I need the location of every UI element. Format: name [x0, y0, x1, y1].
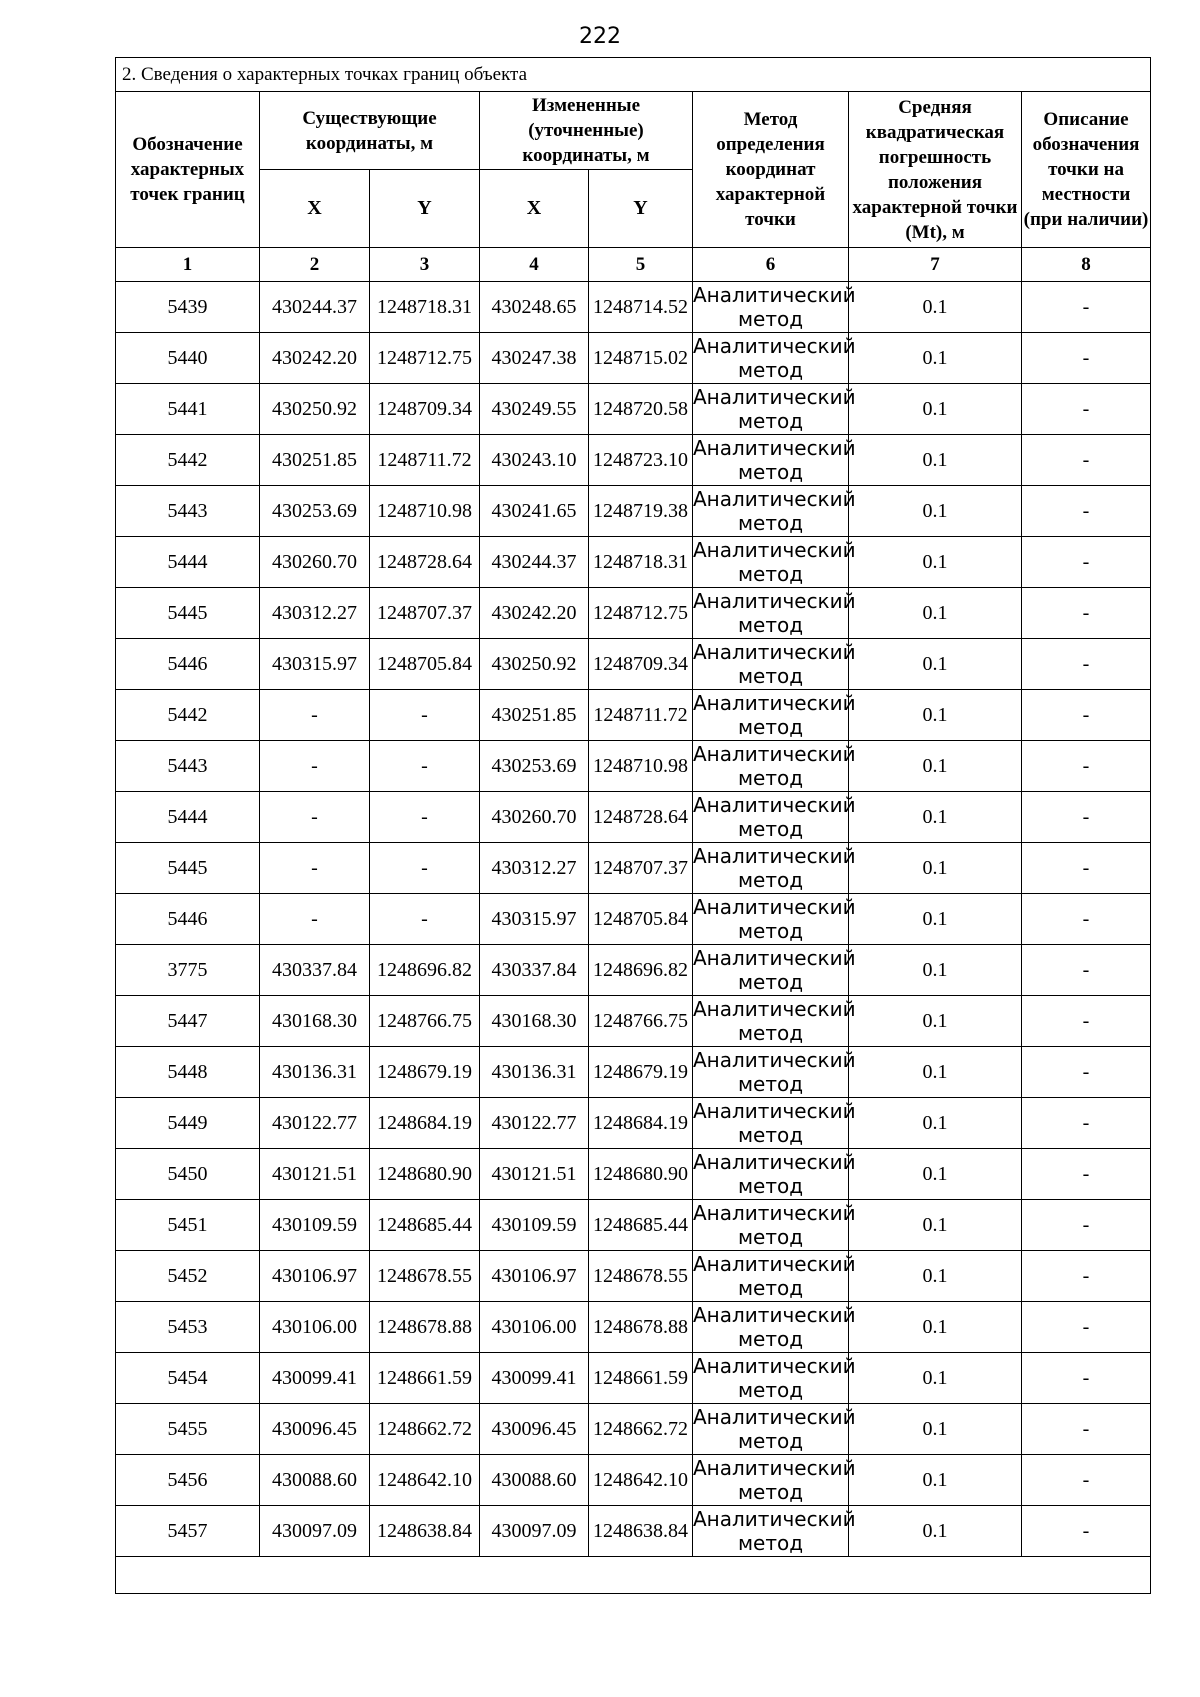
cell-error: 0.1 [849, 1200, 1022, 1251]
cell-existing-y: - [370, 690, 480, 741]
cell-changed-y: 1248711.72 [589, 690, 693, 741]
cell-method: Аналитический метод [693, 1507, 856, 1555]
cell-method: Аналитический метод [693, 1354, 856, 1402]
cell-changed-y: 1248709.34 [589, 639, 693, 690]
cell-changed-y: 1248766.75 [589, 996, 693, 1047]
cell-existing-x: - [260, 894, 370, 945]
column-number: 2 [260, 248, 370, 282]
cell-error: 0.1 [849, 741, 1022, 792]
cell-description: - [1022, 1506, 1151, 1557]
cell-changed-x: 430250.92 [480, 639, 589, 690]
cell-changed-y: 1248715.02 [589, 333, 693, 384]
table-row [116, 486, 1151, 537]
cell-changed-x: 430106.00 [480, 1302, 589, 1353]
column-number: 6 [693, 248, 849, 282]
cell-existing-y: - [370, 741, 480, 792]
cell-method: Аналитический метод [693, 997, 856, 1045]
cell-method: Аналитический метод [693, 793, 856, 841]
cell-existing-x: 430253.69 [260, 486, 370, 537]
cell-changed-x: 430096.45 [480, 1404, 589, 1455]
cell-description: - [1022, 996, 1151, 1047]
cell-description: - [1022, 1098, 1151, 1149]
cell-error: 0.1 [849, 945, 1022, 996]
cell-description: - [1022, 282, 1151, 333]
cell-designation: 5444 [116, 537, 260, 588]
column-number: 5 [589, 248, 693, 282]
cell-existing-y: - [370, 894, 480, 945]
cell-changed-y: 1248720.58 [589, 384, 693, 435]
cell-error: 0.1 [849, 639, 1022, 690]
cell-changed-y: 1248707.37 [589, 843, 693, 894]
cell-designation: 5452 [116, 1251, 260, 1302]
cell-changed-x: 430248.65 [480, 282, 589, 333]
table-row [116, 1404, 1151, 1455]
cell-description: - [1022, 588, 1151, 639]
cell-designation: 5445 [116, 843, 260, 894]
header-method: Метод определения координат характерной точки [693, 92, 849, 248]
cell-changed-y: 1248705.84 [589, 894, 693, 945]
cell-existing-x: 430312.27 [260, 588, 370, 639]
table-row [116, 792, 1151, 843]
cell-error: 0.1 [849, 1404, 1022, 1455]
cell-existing-y: 1248662.72 [370, 1404, 480, 1455]
cell-changed-x: 430247.38 [480, 333, 589, 384]
cell-changed-x: 430099.41 [480, 1353, 589, 1404]
cell-existing-y: 1248712.75 [370, 333, 480, 384]
cell-description: - [1022, 894, 1151, 945]
cell-method: Аналитический метод [693, 742, 856, 790]
cell-designation: 5443 [116, 486, 260, 537]
cell-designation: 5440 [116, 333, 260, 384]
cell-changed-y: 1248719.38 [589, 486, 693, 537]
cell-existing-x: 430096.45 [260, 1404, 370, 1455]
cell-existing-x: 430337.84 [260, 945, 370, 996]
cell-designation: 3775 [116, 945, 260, 996]
cell-changed-y: 1248662.72 [589, 1404, 693, 1455]
cell-existing-x: 430099.41 [260, 1353, 370, 1404]
cell-existing-y: 1248696.82 [370, 945, 480, 996]
cell-designation: 5444 [116, 792, 260, 843]
cell-method: Аналитический метод [693, 1252, 856, 1300]
cell-changed-y: 1248710.98 [589, 741, 693, 792]
cell-existing-x: - [260, 741, 370, 792]
cell-method: Аналитический метод [693, 283, 856, 331]
cell-existing-y: 1248705.84 [370, 639, 480, 690]
cell-method: Аналитический метод [693, 895, 856, 943]
cell-existing-x: - [260, 843, 370, 894]
cell-changed-x: 430088.60 [480, 1455, 589, 1506]
cell-designation: 5442 [116, 435, 260, 486]
cell-changed-x: 430097.09 [480, 1506, 589, 1557]
cell-existing-y: 1248718.31 [370, 282, 480, 333]
table-row [116, 537, 1151, 588]
cell-method: Аналитический метод [693, 1201, 856, 1249]
cell-method: Аналитический метод [693, 1405, 856, 1453]
cell-existing-y: 1248709.34 [370, 384, 480, 435]
cell-existing-y: 1248638.84 [370, 1506, 480, 1557]
cell-existing-x: 430251.85 [260, 435, 370, 486]
cell-error: 0.1 [849, 588, 1022, 639]
table-row [116, 1149, 1151, 1200]
cell-error: 0.1 [849, 843, 1022, 894]
cell-description: - [1022, 1455, 1151, 1506]
cell-error: 0.1 [849, 1506, 1022, 1557]
cell-method: Аналитический метод [693, 436, 856, 484]
cell-description: - [1022, 384, 1151, 435]
cell-method: Аналитический метод [693, 589, 856, 637]
cell-method: Аналитический метод [693, 334, 856, 382]
cell-changed-x: 430251.85 [480, 690, 589, 741]
table-caption: 2. Сведения о характерных точках границ объекта [116, 58, 1151, 92]
cell-existing-x: 430315.97 [260, 639, 370, 690]
table-row [116, 1047, 1151, 1098]
cell-error: 0.1 [849, 333, 1022, 384]
empty-cell [116, 1557, 1151, 1594]
cell-designation: 5456 [116, 1455, 260, 1506]
cell-changed-y: 1248696.82 [589, 945, 693, 996]
column-number: 8 [1022, 248, 1151, 282]
cell-existing-y: 1248642.10 [370, 1455, 480, 1506]
cell-designation: 5453 [116, 1302, 260, 1353]
cell-changed-x: 430249.55 [480, 384, 589, 435]
cell-method: Аналитический метод [693, 691, 856, 739]
header-existing-y: Y [370, 170, 480, 248]
table-row [116, 1302, 1151, 1353]
header-changed-coords: Измененные (уточненные) координаты, м [480, 92, 693, 170]
table-row [116, 1353, 1151, 1404]
cell-existing-x: 430106.00 [260, 1302, 370, 1353]
cell-existing-y: 1248678.55 [370, 1251, 480, 1302]
cell-changed-y: 1248684.19 [589, 1098, 693, 1149]
header-changed-x: X [480, 170, 589, 248]
table-row [116, 894, 1151, 945]
table-row [116, 1251, 1151, 1302]
cell-description: - [1022, 843, 1151, 894]
cell-existing-y: 1248711.72 [370, 435, 480, 486]
cell-existing-y: 1248710.98 [370, 486, 480, 537]
cell-changed-x: 430121.51 [480, 1149, 589, 1200]
header-description: Описание обозначения точки на местности (при наличии) [1022, 92, 1151, 248]
cell-designation: 5445 [116, 588, 260, 639]
cell-existing-x: 430106.97 [260, 1251, 370, 1302]
cell-designation: 5439 [116, 282, 260, 333]
table-row [116, 996, 1151, 1047]
cell-changed-y: 1248680.90 [589, 1149, 693, 1200]
cell-existing-x: 430244.37 [260, 282, 370, 333]
cell-method: Аналитический метод [693, 844, 856, 892]
cell-changed-y: 1248723.10 [589, 435, 693, 486]
cell-method: Аналитический метод [693, 538, 856, 586]
cell-method: Аналитический метод [693, 385, 856, 433]
cell-existing-x: 430260.70 [260, 537, 370, 588]
cell-error: 0.1 [849, 435, 1022, 486]
table-row [116, 588, 1151, 639]
cell-existing-y: 1248678.88 [370, 1302, 480, 1353]
cell-changed-x: 430253.69 [480, 741, 589, 792]
cell-designation: 5441 [116, 384, 260, 435]
header-existing-coords: Существующие координаты, м [260, 92, 480, 170]
cell-error: 0.1 [849, 1047, 1022, 1098]
header-designation: Обозначение характерных точек границ [116, 92, 260, 248]
cell-changed-x: 430260.70 [480, 792, 589, 843]
boundary-points-table [115, 57, 1151, 1594]
cell-description: - [1022, 537, 1151, 588]
cell-changed-x: 430122.77 [480, 1098, 589, 1149]
table-row [116, 843, 1151, 894]
table-row [116, 1506, 1151, 1557]
cell-description: - [1022, 1149, 1151, 1200]
cell-designation: 5451 [116, 1200, 260, 1251]
cell-description: - [1022, 486, 1151, 537]
cell-existing-y: 1248728.64 [370, 537, 480, 588]
cell-changed-x: 430106.97 [480, 1251, 589, 1302]
cell-existing-y: - [370, 792, 480, 843]
table-row [116, 282, 1151, 333]
cell-description: - [1022, 741, 1151, 792]
cell-error: 0.1 [849, 1455, 1022, 1506]
cell-existing-x: 430136.31 [260, 1047, 370, 1098]
cell-designation: 5446 [116, 639, 260, 690]
cell-existing-x: 430250.92 [260, 384, 370, 435]
cell-changed-x: 430243.10 [480, 435, 589, 486]
cell-error: 0.1 [849, 894, 1022, 945]
cell-changed-y: 1248661.59 [589, 1353, 693, 1404]
column-number-row [116, 248, 1151, 282]
cell-error: 0.1 [849, 282, 1022, 333]
cell-error: 0.1 [849, 1302, 1022, 1353]
empty-row [116, 1557, 1151, 1594]
table-row [116, 1098, 1151, 1149]
cell-changed-y: 1248679.19 [589, 1047, 693, 1098]
cell-changed-y: 1248714.52 [589, 282, 693, 333]
cell-description: - [1022, 639, 1151, 690]
cell-changed-x: 430337.84 [480, 945, 589, 996]
cell-existing-x: - [260, 792, 370, 843]
table-row [116, 1200, 1151, 1251]
cell-designation: 5454 [116, 1353, 260, 1404]
cell-existing-y: - [370, 843, 480, 894]
cell-changed-y: 1248678.88 [589, 1302, 693, 1353]
cell-existing-y: 1248707.37 [370, 588, 480, 639]
cell-error: 0.1 [849, 1149, 1022, 1200]
cell-description: - [1022, 690, 1151, 741]
cell-existing-y: 1248679.19 [370, 1047, 480, 1098]
table-row [116, 1455, 1151, 1506]
cell-error: 0.1 [849, 996, 1022, 1047]
cell-description: - [1022, 792, 1151, 843]
cell-error: 0.1 [849, 384, 1022, 435]
cell-changed-x: 430136.31 [480, 1047, 589, 1098]
cell-description: - [1022, 945, 1151, 996]
cell-existing-y: 1248684.19 [370, 1098, 480, 1149]
cell-changed-x: 430312.27 [480, 843, 589, 894]
table-row [116, 333, 1151, 384]
cell-changed-y: 1248642.10 [589, 1455, 693, 1506]
cell-method: Аналитический метод [693, 946, 856, 994]
cell-description: - [1022, 435, 1151, 486]
cell-designation: 5446 [116, 894, 260, 945]
column-number: 1 [116, 248, 260, 282]
cell-changed-y: 1248685.44 [589, 1200, 693, 1251]
cell-error: 0.1 [849, 1098, 1022, 1149]
table-row [116, 690, 1151, 741]
cell-existing-y: 1248680.90 [370, 1149, 480, 1200]
cell-changed-x: 430242.20 [480, 588, 589, 639]
cell-description: - [1022, 1200, 1151, 1251]
cell-designation: 5450 [116, 1149, 260, 1200]
cell-description: - [1022, 1404, 1151, 1455]
cell-designation: 5457 [116, 1506, 260, 1557]
cell-error: 0.1 [849, 1251, 1022, 1302]
cell-description: - [1022, 1047, 1151, 1098]
cell-description: - [1022, 1302, 1151, 1353]
table-row [116, 741, 1151, 792]
cell-error: 0.1 [849, 690, 1022, 741]
header-changed-y: Y [589, 170, 693, 248]
cell-changed-y: 1248712.75 [589, 588, 693, 639]
cell-changed-x: 430315.97 [480, 894, 589, 945]
cell-changed-y: 1248678.55 [589, 1251, 693, 1302]
cell-existing-x: 430242.20 [260, 333, 370, 384]
cell-existing-y: 1248766.75 [370, 996, 480, 1047]
cell-changed-x: 430244.37 [480, 537, 589, 588]
column-number: 3 [370, 248, 480, 282]
cell-changed-x: 430241.65 [480, 486, 589, 537]
cell-designation: 5447 [116, 996, 260, 1047]
page-number: 222 [579, 24, 621, 49]
cell-designation: 5442 [116, 690, 260, 741]
column-number: 4 [480, 248, 589, 282]
table-row [116, 639, 1151, 690]
column-number: 7 [849, 248, 1022, 282]
table-body [116, 282, 1151, 1594]
cell-description: - [1022, 333, 1151, 384]
cell-designation: 5455 [116, 1404, 260, 1455]
cell-existing-x: 430109.59 [260, 1200, 370, 1251]
cell-existing-x: 430088.60 [260, 1455, 370, 1506]
cell-existing-x: - [260, 690, 370, 741]
header-error: Средняя квадратическая погрешность положения характерной точки (Mt), м [849, 92, 1022, 248]
cell-changed-x: 430168.30 [480, 996, 589, 1047]
table-row [116, 435, 1151, 486]
cell-method: Аналитический метод [693, 1150, 856, 1198]
cell-changed-y: 1248638.84 [589, 1506, 693, 1557]
cell-designation: 5449 [116, 1098, 260, 1149]
cell-description: - [1022, 1251, 1151, 1302]
cell-existing-x: 430122.77 [260, 1098, 370, 1149]
cell-description: - [1022, 1353, 1151, 1404]
table-row [116, 945, 1151, 996]
cell-method: Аналитический метод [693, 1303, 856, 1351]
cell-designation: 5448 [116, 1047, 260, 1098]
cell-changed-y: 1248728.64 [589, 792, 693, 843]
cell-method: Аналитический метод [693, 487, 856, 535]
cell-method: Аналитический метод [693, 1099, 856, 1147]
cell-existing-x: 430097.09 [260, 1506, 370, 1557]
table-row [116, 384, 1151, 435]
cell-existing-x: 430121.51 [260, 1149, 370, 1200]
cell-error: 0.1 [849, 1353, 1022, 1404]
cell-designation: 5443 [116, 741, 260, 792]
cell-changed-y: 1248718.31 [589, 537, 693, 588]
cell-existing-y: 1248685.44 [370, 1200, 480, 1251]
cell-error: 0.1 [849, 792, 1022, 843]
cell-error: 0.1 [849, 537, 1022, 588]
cell-method: Аналитический метод [693, 640, 856, 688]
cell-method: Аналитический метод [693, 1048, 856, 1096]
cell-changed-x: 430109.59 [480, 1200, 589, 1251]
header-existing-x: X [260, 170, 370, 248]
cell-existing-x: 430168.30 [260, 996, 370, 1047]
cell-method: Аналитический метод [693, 1456, 856, 1504]
cell-error: 0.1 [849, 486, 1022, 537]
cell-existing-y: 1248661.59 [370, 1353, 480, 1404]
